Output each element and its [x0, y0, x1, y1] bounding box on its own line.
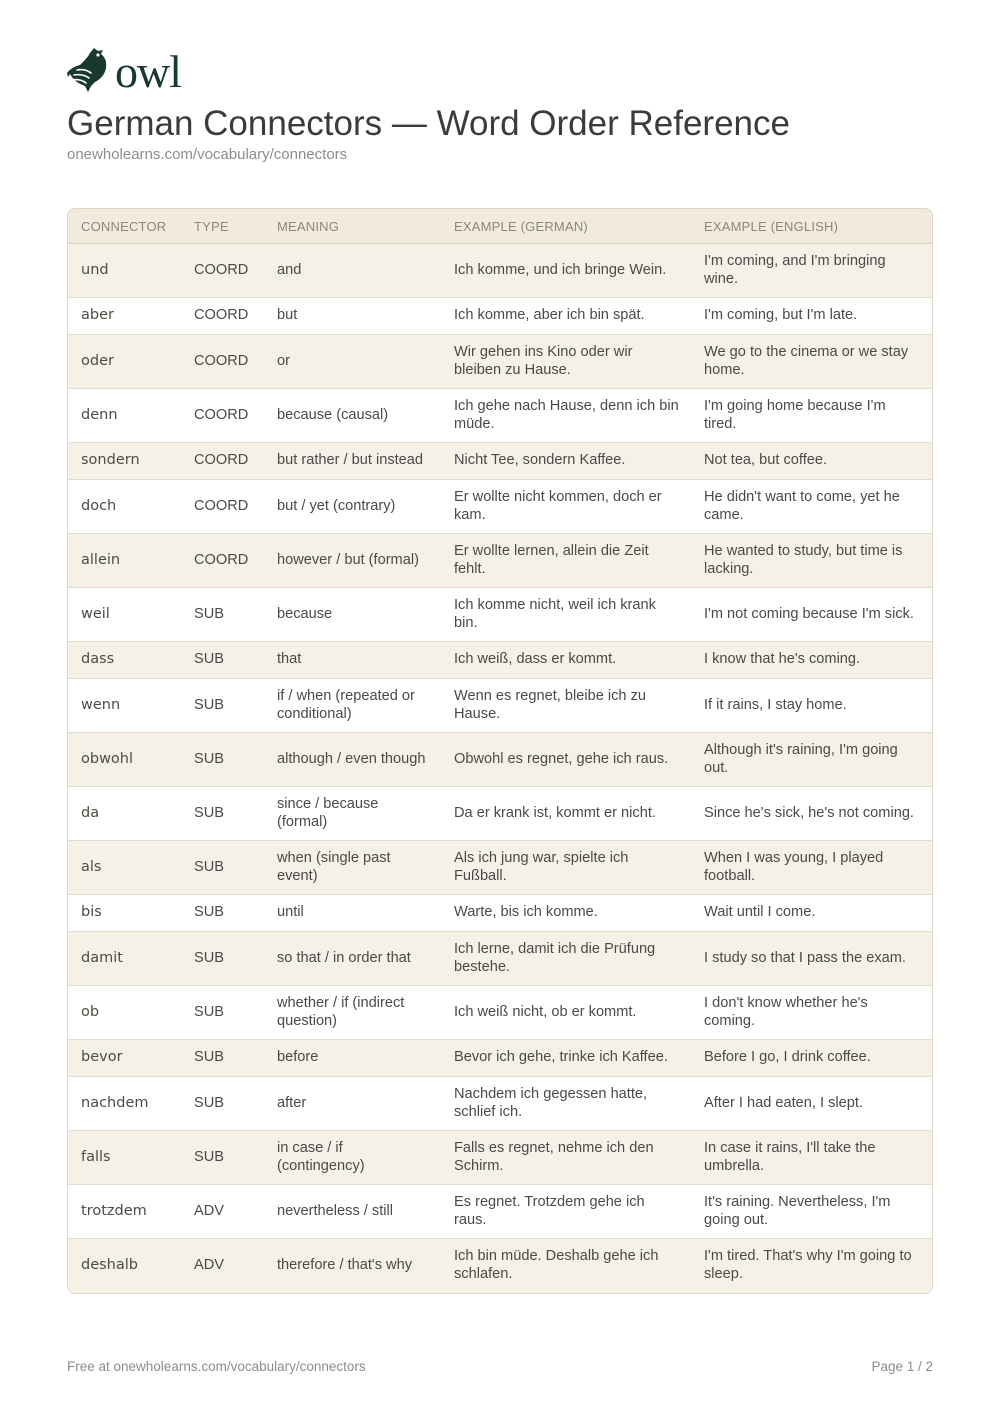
table-row: [68, 1040, 932, 1077]
cell-meaning: but rather / but instead: [264, 443, 441, 480]
table-row: [68, 733, 932, 787]
cell-example-german: Nachdem ich gegessen hatte, schlief ich.: [441, 1077, 691, 1131]
cell-type: COORD: [181, 298, 264, 335]
cell-example-english: We go to the cinema or we stay home.: [691, 335, 932, 389]
cell-example-english: It's raining. Nevertheless, I'm going out.: [691, 1185, 932, 1239]
cell-meaning: in case / if (contingency): [264, 1131, 441, 1185]
table-row: [68, 480, 932, 534]
cell-example-english: Wait until I come.: [691, 895, 932, 932]
cell-type: ADV: [181, 1239, 264, 1293]
cell-example-english: I'm not coming because I'm sick.: [691, 588, 932, 642]
cell-example-german: Ich komme, aber ich bin spät.: [441, 298, 691, 335]
cell-type: COORD: [181, 335, 264, 389]
cell-type: SUB: [181, 733, 264, 787]
column-header-example-german: EXAMPLE (GERMAN): [441, 209, 691, 244]
cell-connector: bevor: [68, 1040, 181, 1077]
cell-type: COORD: [181, 244, 264, 298]
cell-meaning: but: [264, 298, 441, 335]
cell-connector: aber: [68, 298, 181, 335]
cell-type: SUB: [181, 642, 264, 679]
column-header-example-english: EXAMPLE (ENGLISH): [691, 209, 932, 244]
cell-example-english: Not tea, but coffee.: [691, 443, 932, 480]
cell-connector: doch: [68, 480, 181, 534]
cell-connector: als: [68, 841, 181, 895]
cell-type: SUB: [181, 679, 264, 733]
cell-example-german: Ich weiß, dass er kommt.: [441, 642, 691, 679]
cell-connector: ob: [68, 986, 181, 1040]
cell-example-german: Als ich jung war, spielte ich Fußball.: [441, 841, 691, 895]
cell-example-english: In case it rains, I'll take the umbrella.: [691, 1131, 932, 1185]
cell-type: SUB: [181, 588, 264, 642]
cell-example-german: Ich weiß nicht, ob er kommt.: [441, 986, 691, 1040]
cell-type: SUB: [181, 932, 264, 986]
connectors-table-container: [67, 208, 933, 1294]
cell-meaning: or: [264, 335, 441, 389]
table-row: [68, 895, 932, 932]
table-header: [68, 209, 932, 244]
cell-connector: deshalb: [68, 1239, 181, 1293]
cell-connector: denn: [68, 389, 181, 443]
cell-meaning: since / because (formal): [264, 787, 441, 841]
cell-connector: da: [68, 787, 181, 841]
table-row: [68, 335, 932, 389]
cell-example-german: Obwohl es regnet, gehe ich raus.: [441, 733, 691, 787]
cell-connector: wenn: [68, 679, 181, 733]
table-row: [68, 986, 932, 1040]
table-row: [68, 1185, 932, 1239]
cell-type: SUB: [181, 1040, 264, 1077]
page-url: onewholearns.com/vocabulary/connectors: [67, 146, 348, 163]
table-row: [68, 679, 932, 733]
cell-connector: dass: [68, 642, 181, 679]
cell-type: SUB: [181, 986, 264, 1040]
cell-meaning: however / but (formal): [264, 534, 441, 588]
page-number: Page 1 / 2: [871, 1359, 933, 1374]
cell-example-english: Although it's raining, I'm going out.: [691, 733, 932, 787]
cell-meaning: and: [264, 244, 441, 298]
cell-type: SUB: [181, 895, 264, 932]
cell-example-english: Before I go, I drink coffee.: [691, 1040, 932, 1077]
cell-example-english: After I had eaten, I slept.: [691, 1077, 932, 1131]
cell-example-german: Nicht Tee, sondern Kaffee.: [441, 443, 691, 480]
footer-source: Free at onewholearns.com/vocabulary/connectors: [67, 1359, 366, 1374]
cell-example-german: Warte, bis ich komme.: [441, 895, 691, 932]
cell-example-german: Ich gehe nach Hause, denn ich bin müde.: [441, 389, 691, 443]
cell-example-german: Er wollte nicht kommen, doch er kam.: [441, 480, 691, 534]
table-row: [68, 244, 932, 298]
cell-connector: und: [68, 244, 181, 298]
cell-type: ADV: [181, 1185, 264, 1239]
table-row: [68, 932, 932, 986]
table-row: [68, 1131, 932, 1185]
table-row: [68, 588, 932, 642]
cell-example-german: Wenn es regnet, bleibe ich zu Hause.: [441, 679, 691, 733]
cell-meaning: nevertheless / still: [264, 1185, 441, 1239]
table-row: [68, 642, 932, 679]
table-body: [68, 244, 932, 1293]
table-row: [68, 787, 932, 841]
cell-example-german: Bevor ich gehe, trinke ich Kaffee.: [441, 1040, 691, 1077]
cell-type: COORD: [181, 443, 264, 480]
cell-example-english: When I was young, I played football.: [691, 841, 932, 895]
cell-connector: falls: [68, 1131, 181, 1185]
table-row: [68, 389, 932, 443]
table-row: [68, 534, 932, 588]
page-title: German Connectors — Word Order Reference: [67, 104, 790, 143]
cell-meaning: that: [264, 642, 441, 679]
cell-example-english: I'm tired. That's why I'm going to sleep.: [691, 1239, 932, 1293]
cell-type: SUB: [181, 787, 264, 841]
cell-meaning: before: [264, 1040, 441, 1077]
cell-example-english: Since he's sick, he's not coming.: [691, 787, 932, 841]
connectors-table: [68, 209, 932, 1293]
cell-example-german: Wir gehen ins Kino oder wir bleiben zu Hause.: [441, 335, 691, 389]
cell-example-english: I'm going home because I'm tired.: [691, 389, 932, 443]
cell-meaning: because: [264, 588, 441, 642]
cell-meaning: therefore / that's why: [264, 1239, 441, 1293]
cell-example-english: I don't know whether he's coming.: [691, 986, 932, 1040]
cell-example-german: Ich komme nicht, weil ich krank bin.: [441, 588, 691, 642]
table-row: [68, 443, 932, 480]
cell-example-german: Ich bin müde. Deshalb gehe ich schlafen.: [441, 1239, 691, 1293]
cell-meaning: whether / if (indirect question): [264, 986, 441, 1040]
cell-connector: sondern: [68, 443, 181, 480]
cell-example-english: If it rains, I stay home.: [691, 679, 932, 733]
cell-example-german: Ich lerne, damit ich die Prüfung bestehe.: [441, 932, 691, 986]
cell-meaning: because (causal): [264, 389, 441, 443]
cell-meaning: if / when (repeated or conditional): [264, 679, 441, 733]
cell-meaning: although / even though: [264, 733, 441, 787]
cell-connector: obwohl: [68, 733, 181, 787]
cell-type: COORD: [181, 480, 264, 534]
cell-example-english: He wanted to study, but time is lacking.: [691, 534, 932, 588]
cell-example-english: He didn't want to come, yet he came.: [691, 480, 932, 534]
cell-type: SUB: [181, 841, 264, 895]
cell-connector: damit: [68, 932, 181, 986]
cell-meaning: when (single past event): [264, 841, 441, 895]
owl-icon: [67, 46, 111, 92]
cell-connector: allein: [68, 534, 181, 588]
cell-meaning: until: [264, 895, 441, 932]
cell-meaning: after: [264, 1077, 441, 1131]
cell-type: SUB: [181, 1077, 264, 1131]
cell-type: COORD: [181, 389, 264, 443]
column-header-connector: CONNECTOR: [68, 209, 181, 244]
cell-example-german: Ich komme, und ich bringe Wein.: [441, 244, 691, 298]
table-row: [68, 298, 932, 335]
cell-connector: weil: [68, 588, 181, 642]
table-row: [68, 1239, 932, 1293]
cell-meaning: but / yet (contrary): [264, 480, 441, 534]
cell-example-german: Falls es regnet, nehme ich den Schirm.: [441, 1131, 691, 1185]
cell-example-english: I'm coming, and I'm bringing wine.: [691, 244, 932, 298]
table-row: [68, 1077, 932, 1131]
cell-connector: oder: [68, 335, 181, 389]
cell-example-german: Er wollte lernen, allein die Zeit fehlt.: [441, 534, 691, 588]
column-header-meaning: MEANING: [264, 209, 441, 244]
cell-example-english: I study so that I pass the exam.: [691, 932, 932, 986]
cell-connector: trotzdem: [68, 1185, 181, 1239]
cell-type: SUB: [181, 1131, 264, 1185]
cell-meaning: so that / in order that: [264, 932, 441, 986]
brand-logo: [67, 44, 181, 97]
cell-connector: bis: [68, 895, 181, 932]
cell-example-german: Es regnet. Trotzdem gehe ich raus.: [441, 1185, 691, 1239]
cell-example-german: Da er krank ist, kommt er nicht.: [441, 787, 691, 841]
cell-example-english: I know that he's coming.: [691, 642, 932, 679]
cell-connector: nachdem: [68, 1077, 181, 1131]
header-row: [68, 209, 932, 244]
brand-name: owl: [115, 46, 181, 97]
column-header-type: TYPE: [181, 209, 264, 244]
cell-example-english: I'm coming, but I'm late.: [691, 298, 932, 335]
table-row: [68, 841, 932, 895]
cell-type: COORD: [181, 534, 264, 588]
